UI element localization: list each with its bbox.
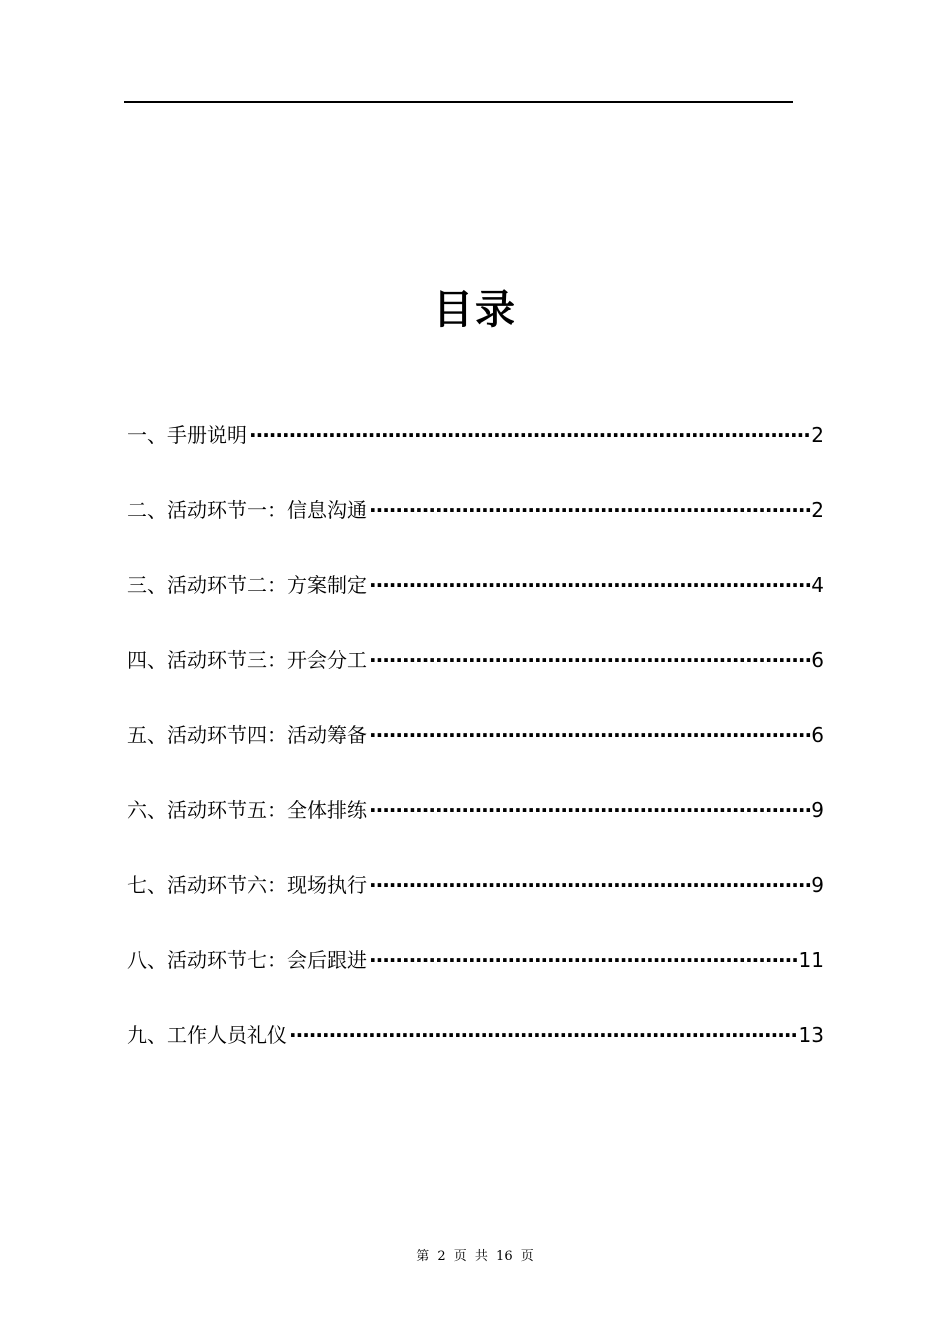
- toc-entry-7[interactable]: [127, 867, 824, 942]
- toc-entry-9[interactable]: [127, 1017, 824, 1092]
- toc-entry-1[interactable]: [127, 417, 824, 492]
- toc-entry-label: 五、活动环节四：活动筹备: [127, 723, 367, 747]
- page-title: 目录: [433, 287, 517, 333]
- toc-entry-label: 七、活动环节六：现场执行: [127, 873, 367, 897]
- header-rule: [124, 101, 793, 103]
- toc-entry-page: 6: [811, 723, 824, 747]
- toc-entry-page: 4: [811, 573, 824, 597]
- toc-entry-page: 9: [811, 873, 824, 897]
- toc-entry-label: 八、活动环节七：会后跟进: [127, 948, 367, 972]
- toc-entry-page: 2: [811, 423, 824, 447]
- toc-entry-page: 9: [811, 798, 824, 822]
- toc-entry-page: 13: [798, 1023, 824, 1047]
- toc-entry-label: 六、活动环节五：全体排练: [127, 798, 367, 822]
- toc-entry-label: 二、活动环节一：信息沟通: [127, 498, 367, 522]
- toc-dot-leader: [369, 792, 811, 828]
- toc-entry-label: 四、活动环节三：开会分工: [127, 648, 367, 672]
- toc-entry-4[interactable]: [127, 642, 824, 717]
- toc-entry-label: 三、活动环节二：方案制定: [127, 573, 367, 597]
- toc-entry-3[interactable]: [127, 567, 824, 642]
- toc-dot-leader: [369, 492, 811, 528]
- toc-entry-label: 九、工作人员礼仪: [127, 1023, 287, 1047]
- toc-dot-leader: [369, 642, 811, 678]
- toc-dot-leader: [249, 417, 811, 453]
- toc-entry-page: 6: [811, 648, 824, 672]
- toc-dot-leader: [369, 717, 811, 753]
- toc-entry-5[interactable]: [127, 717, 824, 792]
- toc-dot-leader: [289, 1017, 799, 1053]
- table-of-contents: [127, 417, 824, 1092]
- toc-dot-leader: [369, 567, 811, 603]
- toc-dot-leader: [369, 867, 811, 903]
- toc-entry-2[interactable]: [127, 492, 824, 567]
- toc-dot-leader: [369, 942, 799, 978]
- toc-entry-8[interactable]: [127, 942, 824, 1017]
- page-footer: 第 2 页 共 16 页: [416, 1249, 534, 1264]
- toc-entry-6[interactable]: [127, 792, 824, 867]
- toc-entry-page: 2: [811, 498, 824, 522]
- toc-entry-label: 一、手册说明: [127, 423, 247, 447]
- toc-entry-page: 11: [798, 948, 824, 972]
